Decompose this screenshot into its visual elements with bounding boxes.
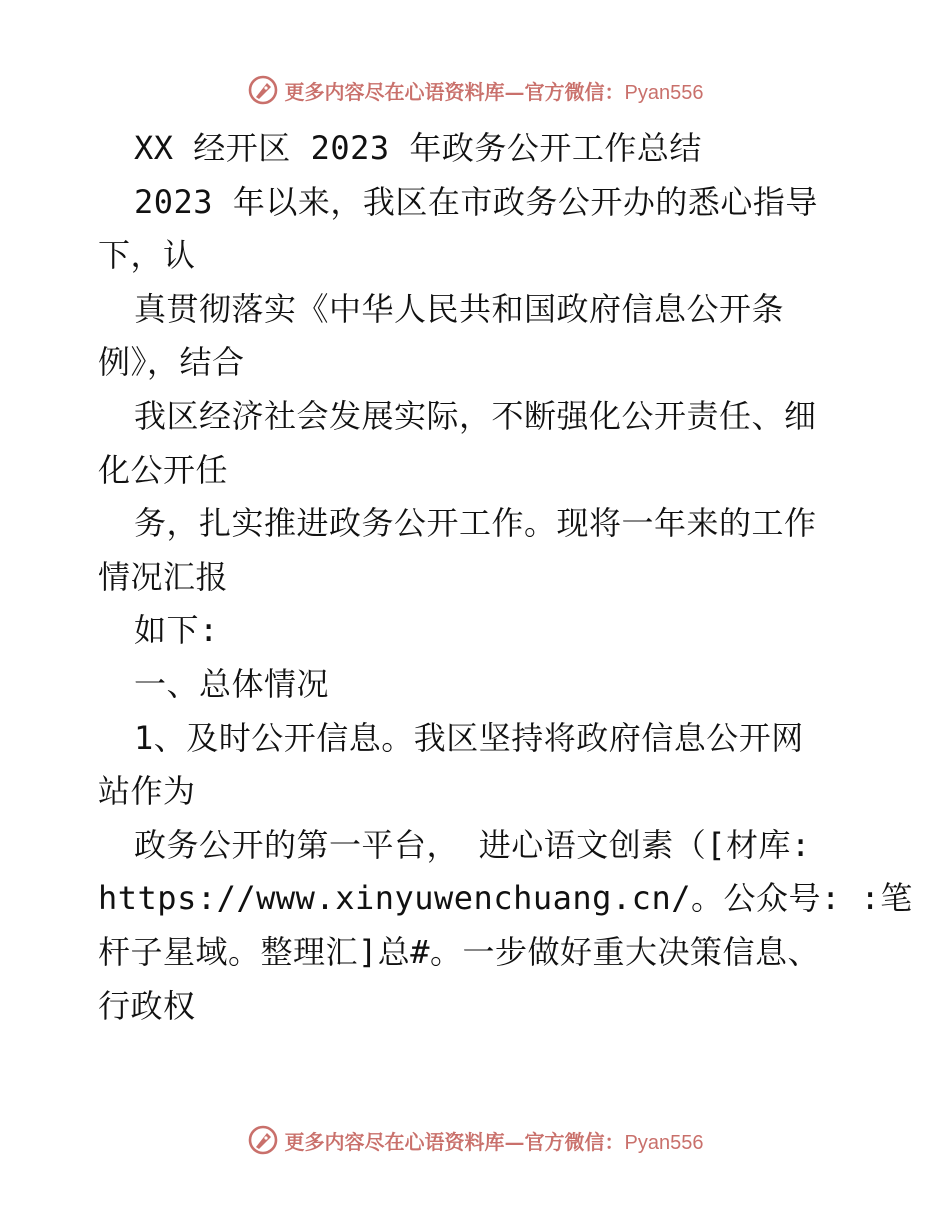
text-line: 真贯彻落实《中华人民共和国政府信息公开条 — [134, 289, 785, 328]
pen-nib-circle-icon — [247, 1124, 279, 1156]
text-line: 化公开任 — [98, 450, 229, 489]
pen-nib-circle-icon — [247, 74, 279, 106]
text-line: 我区经济社会发展实际，不断强化公开责任、细 — [134, 396, 817, 435]
text-line: https://www.xinyuwenchuang.cn/。公众号: :笔 — [98, 879, 913, 918]
text-line: 一、总体情况 — [134, 664, 330, 703]
watermark-text: 更多内容尽在心语资料库—官方微信：Pyan556 — [284, 1129, 704, 1154]
wechat-id: Pyan556 — [624, 1131, 704, 1154]
text-line: 1、及时公开信息。我区坚持将政府信息公开网 — [134, 718, 804, 757]
wechat-id: Pyan556 — [624, 81, 704, 104]
text-line: 情况汇报 — [98, 557, 229, 596]
text-line: 如下: — [134, 611, 219, 650]
text-line: XX 经开区 2023 年政务公开工作总结 — [134, 129, 702, 167]
text-line: 杆子星域。整理汇]总#。一步做好重大决策信息、 — [98, 932, 821, 971]
text-line: 例》，结合 — [98, 343, 245, 382]
text-line: 下，认 — [98, 236, 196, 275]
footer-watermark — [0, 1120, 950, 1160]
text-line: 政务公开的第一平台， 进心语文创素（[材库: — [134, 825, 811, 864]
text-line: 站作为 — [98, 772, 196, 811]
header-watermark — [0, 70, 950, 110]
text-line: 行政权 — [98, 986, 196, 1025]
watermark-text: 更多内容尽在心语资料库—官方微信：Pyan556 — [284, 79, 704, 104]
text-line: 务，扎实推进政务公开工作。现将一年来的工作 — [134, 504, 817, 543]
text-line: 2023 年以来，我区在市政务公开办的悉心指导 — [134, 182, 818, 221]
document-body — [98, 122, 913, 1033]
